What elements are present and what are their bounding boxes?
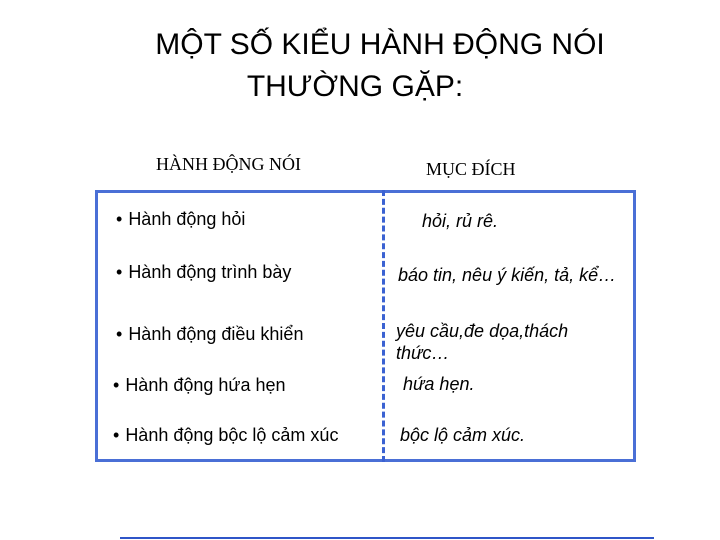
list-item-action	[113, 425, 338, 446]
purpose-text: yêu cầu,đe dọa,thách thức…	[396, 321, 569, 363]
action-label: Hành động trình bày	[128, 262, 292, 282]
purpose-text: hỏi, rủ rê.	[422, 211, 499, 231]
list-item-action	[116, 324, 303, 345]
title-line-2: THƯỜNG GẶP:	[246, 70, 464, 103]
bottom-divider	[120, 537, 654, 539]
header-purpose: MỤC ĐÍCH	[426, 159, 516, 179]
frame-right-border	[633, 190, 636, 462]
list-item-action	[116, 262, 291, 283]
frame-top-border	[96, 190, 636, 193]
title-line-1: MỘT SỐ KIỂU HÀNH ĐỘNG NÓI	[155, 28, 605, 61]
purpose-text: bộc lộ cảm xúc.	[400, 425, 526, 445]
bullet-icon: •	[113, 425, 120, 445]
purpose-text: hứa hẹn.	[403, 374, 475, 394]
bullet-icon: •	[113, 375, 120, 395]
header-action: HÀNH ĐỘNG NÓI	[156, 154, 301, 174]
action-label: Hành động hứa hẹn	[125, 375, 286, 395]
list-item-action	[116, 209, 245, 230]
frame-bottom-border	[96, 459, 636, 462]
column-divider	[382, 190, 385, 462]
bullet-icon: •	[116, 209, 123, 229]
frame-left-border	[95, 190, 98, 462]
action-label: Hành động hỏi	[128, 209, 246, 229]
action-label: Hành động điều khiển	[128, 324, 304, 344]
action-label: Hành động bộc lộ cảm xúc	[125, 425, 339, 445]
bullet-icon: •	[116, 262, 123, 282]
list-item-action	[113, 375, 286, 396]
purpose-text: báo tin, nêu ý kiến, tả, kể…	[398, 265, 617, 285]
bullet-icon: •	[116, 324, 123, 344]
